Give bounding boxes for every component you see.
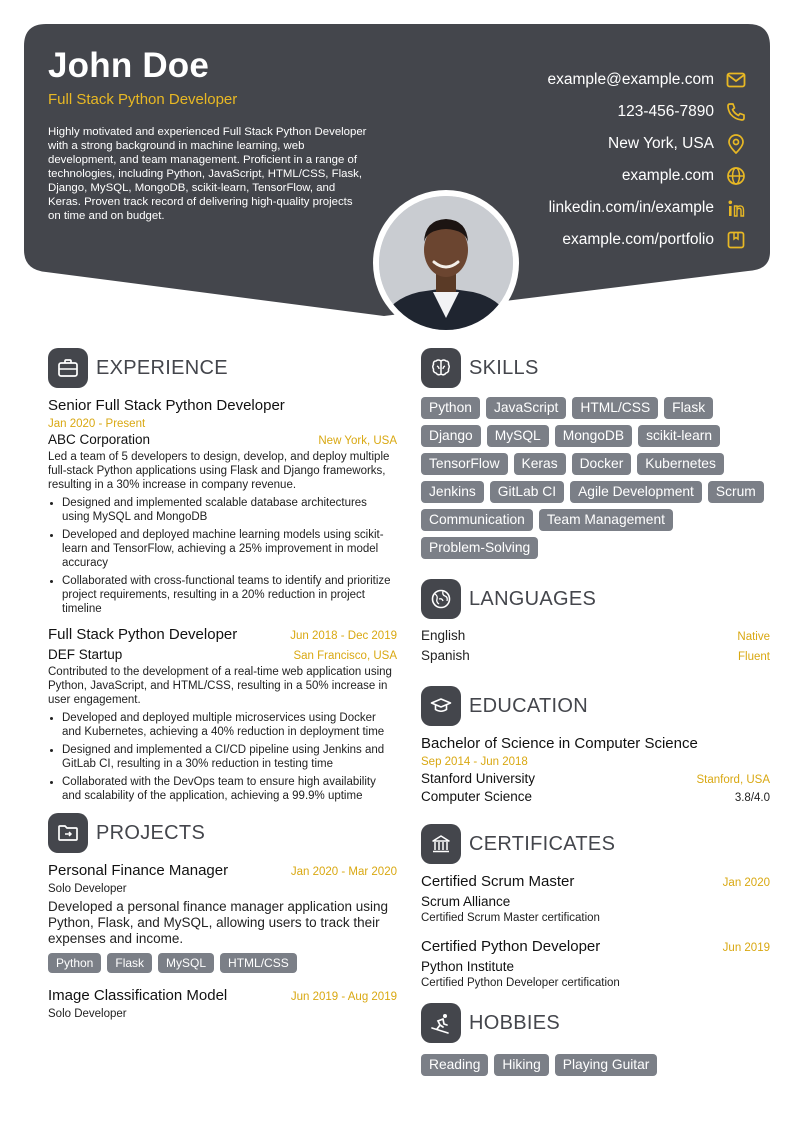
job-dates: Jan 2020 - Present <box>48 418 146 430</box>
job-dates: Jun 2018 - Dec 2019 <box>290 630 397 642</box>
skill-tag: Kubernetes <box>637 453 724 475</box>
mail-icon <box>726 70 746 90</box>
folder-icon <box>48 813 88 853</box>
hobby-tag: Playing Guitar <box>555 1054 658 1076</box>
education-dates: Sep 2014 - Jun 2018 <box>421 756 528 768</box>
job-location: San Francisco, USA <box>293 650 397 662</box>
skill-tag: Team Management <box>539 509 673 531</box>
location-icon <box>726 134 746 154</box>
profile-photo <box>373 190 519 336</box>
left-column <box>48 348 397 1030</box>
skill-tag: Python <box>421 397 480 419</box>
contact-location-text: New York, USA <box>608 135 714 152</box>
project-tag: MySQL <box>158 953 214 973</box>
project-tags <box>48 953 397 973</box>
project-tag: HTML/CSS <box>220 953 297 973</box>
project-title: Personal Finance Manager <box>48 862 229 879</box>
project-role: Solo Developer <box>48 1008 127 1020</box>
job-title: Full Stack Python Developer <box>48 91 238 108</box>
avatar <box>379 196 513 330</box>
skill-tag: Scrum <box>708 481 764 503</box>
skier-icon <box>421 1003 461 1043</box>
skill-tag: MySQL <box>487 425 549 447</box>
job-position: Senior Full Stack Python Developer <box>48 397 285 414</box>
certificates-header <box>421 824 770 864</box>
job-position: Full Stack Python Developer <box>48 626 238 643</box>
certificate-title: Certified Python Developer <box>421 938 601 955</box>
project-description: Developed a personal finance manager application using Python, Flask, and MySQL, allowing users to track their expenses and income. <box>48 899 388 946</box>
skill-tag: Flask <box>664 397 713 419</box>
skill-tag: Keras <box>514 453 566 475</box>
project-role: Solo Developer <box>48 883 127 895</box>
skills-tags <box>421 397 770 559</box>
job-description: Contributed to the development of a real-time web application using Python, JavaScript, and HTML/CSS, resulting in a 50% increase in user engagement. <box>48 666 392 706</box>
job-bullet: Collaborated with the DevOps team to ensure high availability and scalability of the application, achieving a 99.9% uptime <box>48 775 397 803</box>
skill-tag: Communication <box>421 509 533 531</box>
candidate-name: John Doe <box>48 46 210 85</box>
skill-tag: TensorFlow <box>421 453 508 475</box>
job-bullets <box>48 711 397 803</box>
job-bullet: Developed and deployed machine learning models using scikit-learn and TensorFlow, achieving a 25% improvement in model accuracy <box>48 528 397 570</box>
education-field: Computer Science <box>421 789 533 804</box>
skill-tag: Problem-Solving <box>421 537 538 559</box>
project-tag: Flask <box>107 953 152 973</box>
skill-tag: JavaScript <box>486 397 566 419</box>
hobby-tag: Reading <box>421 1054 488 1076</box>
contact-portfolio-text[interactable]: example.com/portfolio <box>562 231 714 248</box>
skill-tag: Agile Development <box>570 481 702 503</box>
languages-header <box>421 579 770 619</box>
certificate-description: Certified Python Developer certification <box>421 977 620 989</box>
language-name: English <box>421 628 466 643</box>
projects-title: PROJECTS <box>96 821 206 844</box>
project-item <box>48 862 397 973</box>
contact-linkedin-text[interactable]: linkedin.com/in/example <box>548 199 714 216</box>
contact-email[interactable] <box>416 64 746 96</box>
contact-phone-text[interactable]: 123-456-7890 <box>617 103 714 120</box>
brain-icon <box>421 348 461 388</box>
certificate-date: Jun 2019 <box>722 942 770 954</box>
certificate-issuer: Scrum Alliance <box>421 894 511 909</box>
education-school: Stanford University <box>421 771 536 786</box>
skill-tag: Jenkins <box>421 481 484 503</box>
projects-header <box>48 813 397 853</box>
certificate-issuer: Python Institute <box>421 959 515 974</box>
experience-title: EXPERIENCE <box>96 356 228 379</box>
project-dates: Jan 2020 - Mar 2020 <box>290 866 397 878</box>
education-location: Stanford, USA <box>696 774 770 786</box>
education-item <box>421 735 770 804</box>
hobbies-title: HOBBIES <box>469 1011 561 1034</box>
job-bullet: Collaborated with cross-functional teams to identify and prioritize project requirements, resulting in a 20% reduction in project timeline <box>48 574 397 616</box>
job-bullet: Developed and deployed multiple microservices using Docker and Kubernetes, achieving a 40% reduction in deployment time <box>48 711 397 739</box>
skill-tag: MongoDB <box>555 425 632 447</box>
project-tag: Python <box>48 953 101 973</box>
hobby-tags <box>421 1054 770 1076</box>
contact-email-text[interactable]: example@example.com <box>547 71 714 88</box>
certificate-item <box>421 873 770 924</box>
skill-tag: scikit-learn <box>638 425 720 447</box>
contact-website[interactable] <box>416 160 746 192</box>
education-header <box>421 686 770 726</box>
profile-summary: Highly motivated and experienced Full Stack Python Developer with a strong background in machine learning, web development, and team management. Proficient in a range of technologies, including Python, JavaScript, HTML/CSS, Flask, Django, MySQL, MongoDB, scikit-learn, TensorFlow, and Keras. Proven track record of delivering high-quality projects on time and on budget. <box>48 126 367 222</box>
right-column <box>421 348 770 1076</box>
skill-tag: GitLab CI <box>490 481 564 503</box>
skills-header <box>421 348 770 388</box>
graduation-cap-icon <box>421 686 461 726</box>
languages-title: LANGUAGES <box>469 587 597 610</box>
experience-item <box>48 397 397 616</box>
job-bullets <box>48 496 397 616</box>
language-item <box>421 648 770 668</box>
project-title: Image Classification Model <box>48 987 228 1004</box>
briefcase-icon <box>48 348 88 388</box>
education-title: EDUCATION <box>469 694 588 717</box>
portfolio-icon <box>726 230 746 250</box>
contact-website-text[interactable]: example.com <box>621 167 714 184</box>
contact-phone[interactable] <box>416 96 746 128</box>
experience-header <box>48 348 397 388</box>
hobby-tag: Hiking <box>494 1054 548 1076</box>
job-bullet: Designed and implemented a CI/CD pipeline using Jenkins and GitLab CI, resulting in a 30% reduction in testing time <box>48 743 397 771</box>
certificate-item <box>421 938 770 989</box>
language-icon <box>421 579 461 619</box>
skill-tag: Docker <box>572 453 632 475</box>
certificate-date: Jan 2020 <box>722 877 770 889</box>
job-bullet: Designed and implemented scalable database architectures using MySQL and MongoDB <box>48 496 397 524</box>
job-description: Led a team of 5 developers to design, develop, and deploy multiple full-stack Python applications using Flask and Django frameworks, resulting in a 30% increase in company revenue. <box>48 451 390 491</box>
experience-item <box>48 626 397 803</box>
skill-tag: HTML/CSS <box>572 397 658 419</box>
job-company: DEF Startup <box>48 647 123 662</box>
project-item <box>48 987 397 1020</box>
linkedin-icon <box>726 198 746 218</box>
skill-tag: Django <box>421 425 481 447</box>
job-location: New York, USA <box>318 435 397 447</box>
institution-icon <box>421 824 461 864</box>
certificate-description: Certified Scrum Master certification <box>421 912 600 924</box>
language-level: Native <box>737 631 770 643</box>
job-company: ABC Corporation <box>48 432 151 447</box>
education-degree: Bachelor of Science in Computer Science <box>421 735 698 752</box>
project-dates: Jun 2019 - Aug 2019 <box>290 991 397 1003</box>
globe-icon <box>726 166 746 186</box>
phone-icon <box>726 102 746 122</box>
language-item <box>421 628 770 648</box>
certificate-title: Certified Scrum Master <box>421 873 575 890</box>
certificates-title: CERTIFICATES <box>469 832 616 855</box>
language-name: Spanish <box>421 648 470 663</box>
header-banner <box>24 24 770 316</box>
skills-title: SKILLS <box>469 356 539 379</box>
language-level: Fluent <box>738 651 770 663</box>
education-gpa: 3.8/4.0 <box>734 792 770 804</box>
contact-location <box>416 128 746 160</box>
hobbies-header <box>421 1003 770 1043</box>
